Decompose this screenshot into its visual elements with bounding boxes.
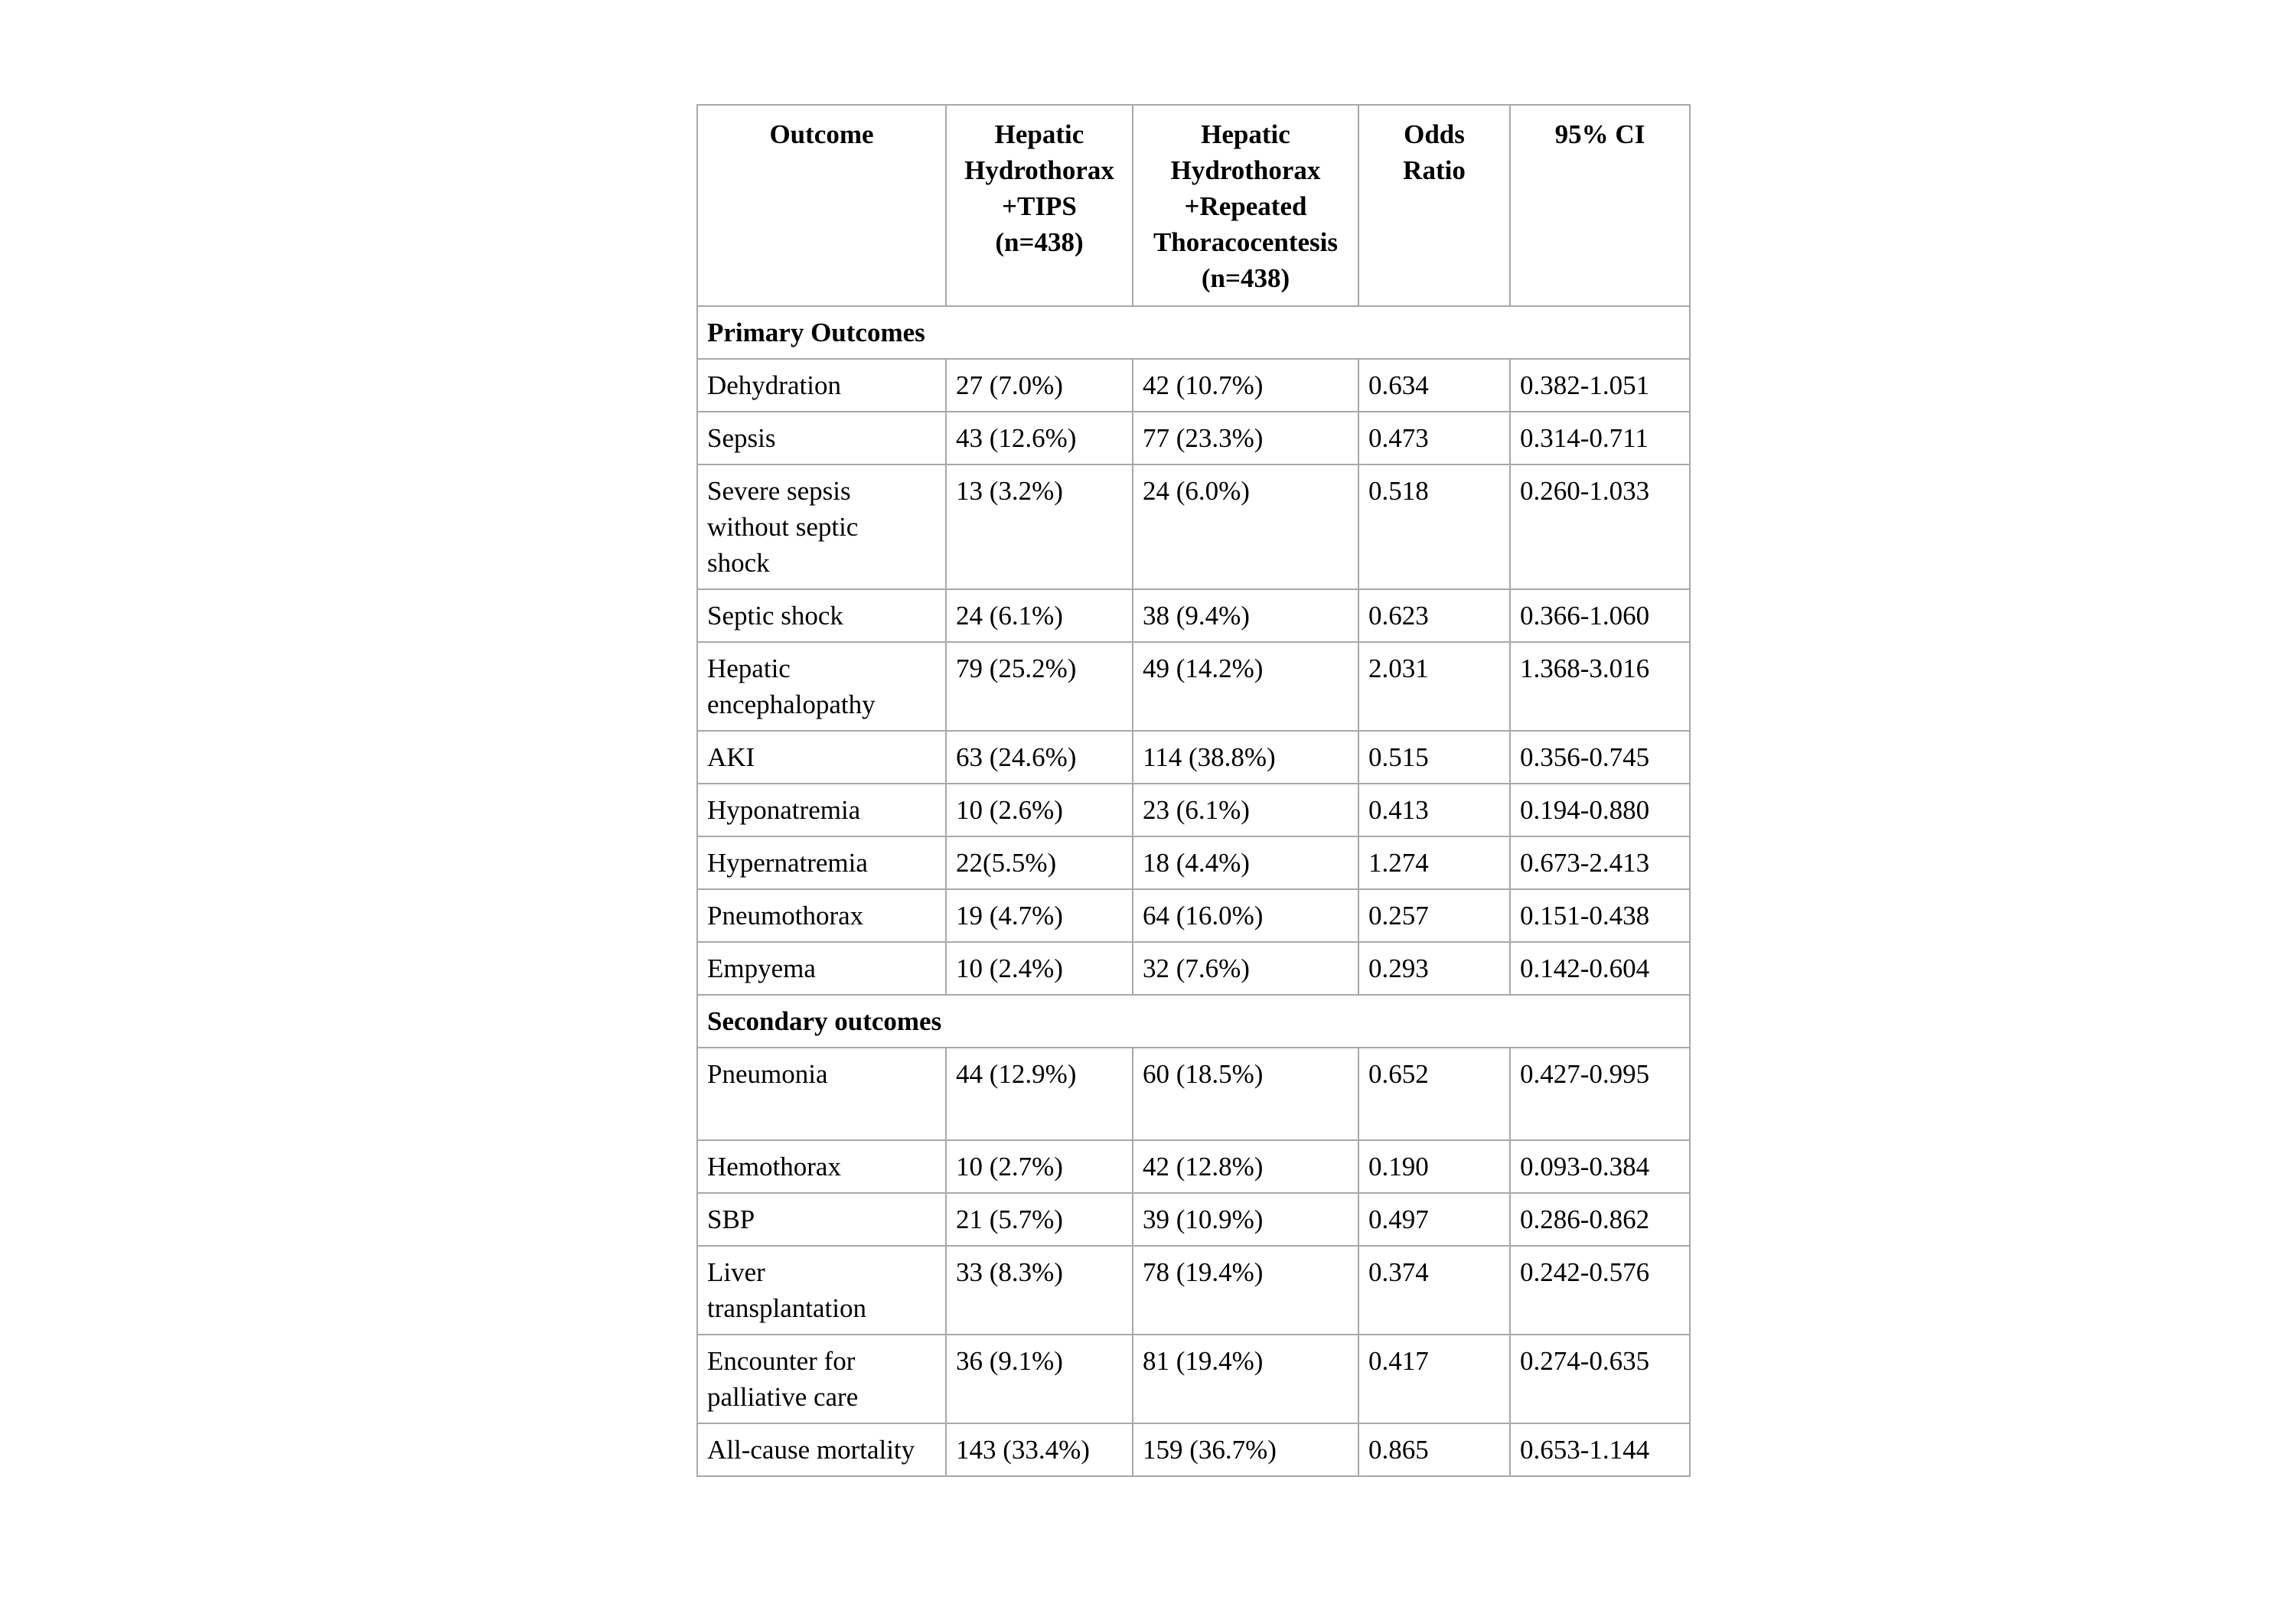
tips-value-cell: 79 (25.2%) (946, 642, 1133, 731)
tips-value-cell: 27 (7.0%) (946, 359, 1133, 412)
header-line: Outcome (769, 119, 874, 149)
odds-ratio-cell: 0.257 (1358, 889, 1510, 942)
tips-value-cell: 36 (9.1%) (946, 1335, 1133, 1423)
section-row (697, 995, 1690, 1048)
tips-value-cell: 13 (3.2%) (946, 464, 1133, 589)
outcome-cell: Septic shock (697, 589, 946, 642)
header-line: Hydrothorax (964, 155, 1114, 185)
header-row (697, 105, 1690, 306)
thoracentesis-value-cell: 42 (12.8%) (1133, 1140, 1358, 1193)
header-outcome (697, 105, 946, 306)
confidence-interval-cell: 0.142-0.604 (1510, 942, 1690, 995)
confidence-interval-cell: 0.356-0.745 (1510, 731, 1690, 784)
outcome-cell: AKI (697, 731, 946, 784)
table-row (697, 1140, 1690, 1193)
header-thoracentesis-group (1133, 105, 1358, 306)
header-line: Odds (1404, 119, 1465, 149)
tips-value-cell: 19 (4.7%) (946, 889, 1133, 942)
confidence-interval-cell: 0.673-2.413 (1510, 836, 1690, 889)
table-row (697, 359, 1690, 412)
table-row (697, 412, 1690, 464)
thoracentesis-value-cell: 24 (6.0%) (1133, 464, 1358, 589)
header-line: Ratio (1403, 155, 1466, 185)
table-row (697, 1048, 1690, 1140)
thoracentesis-value-cell: 42 (10.7%) (1133, 359, 1358, 412)
outcome-line: encephalopathy (707, 689, 876, 719)
confidence-interval-cell: 0.093-0.384 (1510, 1140, 1690, 1193)
tips-value-cell: 10 (2.7%) (946, 1140, 1133, 1193)
thoracentesis-value-cell: 39 (10.9%) (1133, 1193, 1358, 1246)
outcome-cell: Empyema (697, 942, 946, 995)
tips-value-cell: 33 (8.3%) (946, 1246, 1133, 1335)
outcome-line: palliative care (707, 1382, 859, 1412)
confidence-interval-cell: 0.427-0.995 (1510, 1048, 1690, 1140)
odds-ratio-cell: 0.374 (1358, 1246, 1510, 1335)
outcome-line: shock (707, 548, 770, 578)
table-row (697, 836, 1690, 889)
table-row (697, 1193, 1690, 1246)
confidence-interval-cell: 0.260-1.033 (1510, 464, 1690, 589)
header-line: 95% CI (1554, 119, 1645, 149)
outcome-cell: Hypernatremia (697, 836, 946, 889)
confidence-interval-cell: 0.366-1.060 (1510, 589, 1690, 642)
confidence-interval-cell: 0.151-0.438 (1510, 889, 1690, 942)
odds-ratio-cell: 0.515 (1358, 731, 1510, 784)
table-row (697, 642, 1690, 731)
header-line: Hydrothorax (1170, 155, 1321, 185)
header-line: +Repeated (1184, 191, 1307, 221)
odds-ratio-cell: 0.497 (1358, 1193, 1510, 1246)
section-title: Primary Outcomes (697, 306, 1690, 359)
tips-value-cell: 22(5.5%) (946, 836, 1133, 889)
confidence-interval-cell: 0.653-1.144 (1510, 1423, 1690, 1476)
thoracentesis-value-cell: 32 (7.6%) (1133, 942, 1358, 995)
header-line: Hepatic (1201, 119, 1290, 149)
tips-value-cell: 10 (2.4%) (946, 942, 1133, 995)
table-row (697, 1423, 1690, 1476)
outcome-cell (697, 642, 946, 731)
confidence-interval-cell: 0.242-0.576 (1510, 1246, 1690, 1335)
odds-ratio-cell: 0.190 (1358, 1140, 1510, 1193)
odds-ratio-cell: 0.634 (1358, 359, 1510, 412)
outcome-line: Liver (707, 1257, 765, 1287)
header-line: +TIPS (1002, 191, 1077, 221)
outcome-cell (697, 1246, 946, 1335)
header-line: Hepatic (994, 119, 1084, 149)
odds-ratio-cell: 0.473 (1358, 412, 1510, 464)
tips-value-cell: 44 (12.9%) (946, 1048, 1133, 1140)
odds-ratio-cell: 0.652 (1358, 1048, 1510, 1140)
tips-value-cell: 21 (5.7%) (946, 1193, 1133, 1246)
confidence-interval-cell: 0.286-0.862 (1510, 1193, 1690, 1246)
confidence-interval-cell: 0.274-0.635 (1510, 1335, 1690, 1423)
outcome-cell (697, 464, 946, 589)
thoracentesis-value-cell: 114 (38.8%) (1133, 731, 1358, 784)
table-header (697, 105, 1690, 306)
outcome-cell: Dehydration (697, 359, 946, 412)
tips-value-cell: 143 (33.4%) (946, 1423, 1133, 1476)
header-95-ci (1510, 105, 1690, 306)
thoracentesis-value-cell: 159 (36.7%) (1133, 1423, 1358, 1476)
confidence-interval-cell: 0.194-0.880 (1510, 784, 1690, 836)
thoracentesis-value-cell: 60 (18.5%) (1133, 1048, 1358, 1140)
odds-ratio-cell: 1.274 (1358, 836, 1510, 889)
section-row (697, 306, 1690, 359)
outcome-cell (697, 1335, 946, 1423)
table-row (697, 589, 1690, 642)
outcome-line: Severe sepsis (707, 476, 851, 506)
table-row (697, 1246, 1690, 1335)
header-line: Thoracocentesis (1153, 227, 1339, 257)
outcome-cell: Sepsis (697, 412, 946, 464)
tips-value-cell: 24 (6.1%) (946, 589, 1133, 642)
thoracentesis-value-cell: 78 (19.4%) (1133, 1246, 1358, 1335)
header-line: (n=438) (995, 227, 1084, 257)
table-row (697, 731, 1690, 784)
outcome-cell: All-cause mortality (697, 1423, 946, 1476)
outcome-cell: Hyponatremia (697, 784, 946, 836)
thoracentesis-value-cell: 18 (4.4%) (1133, 836, 1358, 889)
thoracentesis-value-cell: 81 (19.4%) (1133, 1335, 1358, 1423)
odds-ratio-cell: 2.031 (1358, 642, 1510, 731)
outcome-line: without septic (707, 512, 859, 542)
outcome-cell: SBP (697, 1193, 946, 1246)
tips-value-cell: 63 (24.6%) (946, 731, 1133, 784)
outcome-line: transplantation (707, 1293, 867, 1323)
thoracentesis-value-cell: 77 (23.3%) (1133, 412, 1358, 464)
table-row (697, 464, 1690, 589)
thoracentesis-value-cell: 49 (14.2%) (1133, 642, 1358, 731)
confidence-interval-cell: 0.382-1.051 (1510, 359, 1690, 412)
outcome-line: Hepatic (707, 654, 791, 683)
tips-value-cell: 10 (2.6%) (946, 784, 1133, 836)
section-title: Secondary outcomes (697, 995, 1690, 1048)
table-row (697, 942, 1690, 995)
outcome-cell: Hemothorax (697, 1140, 946, 1193)
odds-ratio-cell: 0.518 (1358, 464, 1510, 589)
outcome-cell: Pneumothorax (697, 889, 946, 942)
table-row (697, 889, 1690, 942)
confidence-interval-cell: 1.368-3.016 (1510, 642, 1690, 731)
thoracentesis-value-cell: 38 (9.4%) (1133, 589, 1358, 642)
header-tips-group (946, 105, 1133, 306)
header-line: (n=438) (1201, 263, 1290, 293)
thoracentesis-value-cell: 64 (16.0%) (1133, 889, 1358, 942)
header-odds-ratio (1358, 105, 1510, 306)
table-row (697, 784, 1690, 836)
odds-ratio-cell: 0.623 (1358, 589, 1510, 642)
table-body (697, 306, 1690, 1476)
odds-ratio-cell: 0.865 (1358, 1423, 1510, 1476)
confidence-interval-cell: 0.314-0.711 (1510, 412, 1690, 464)
odds-ratio-cell: 0.293 (1358, 942, 1510, 995)
tips-value-cell: 43 (12.6%) (946, 412, 1133, 464)
outcome-cell: Pneumonia (697, 1048, 946, 1140)
thoracentesis-value-cell: 23 (6.1%) (1133, 784, 1358, 836)
odds-ratio-cell: 0.417 (1358, 1335, 1510, 1423)
outcomes-table (696, 104, 1691, 1477)
table-row (697, 1335, 1690, 1423)
odds-ratio-cell: 0.413 (1358, 784, 1510, 836)
outcome-line: Encounter for (707, 1346, 856, 1376)
